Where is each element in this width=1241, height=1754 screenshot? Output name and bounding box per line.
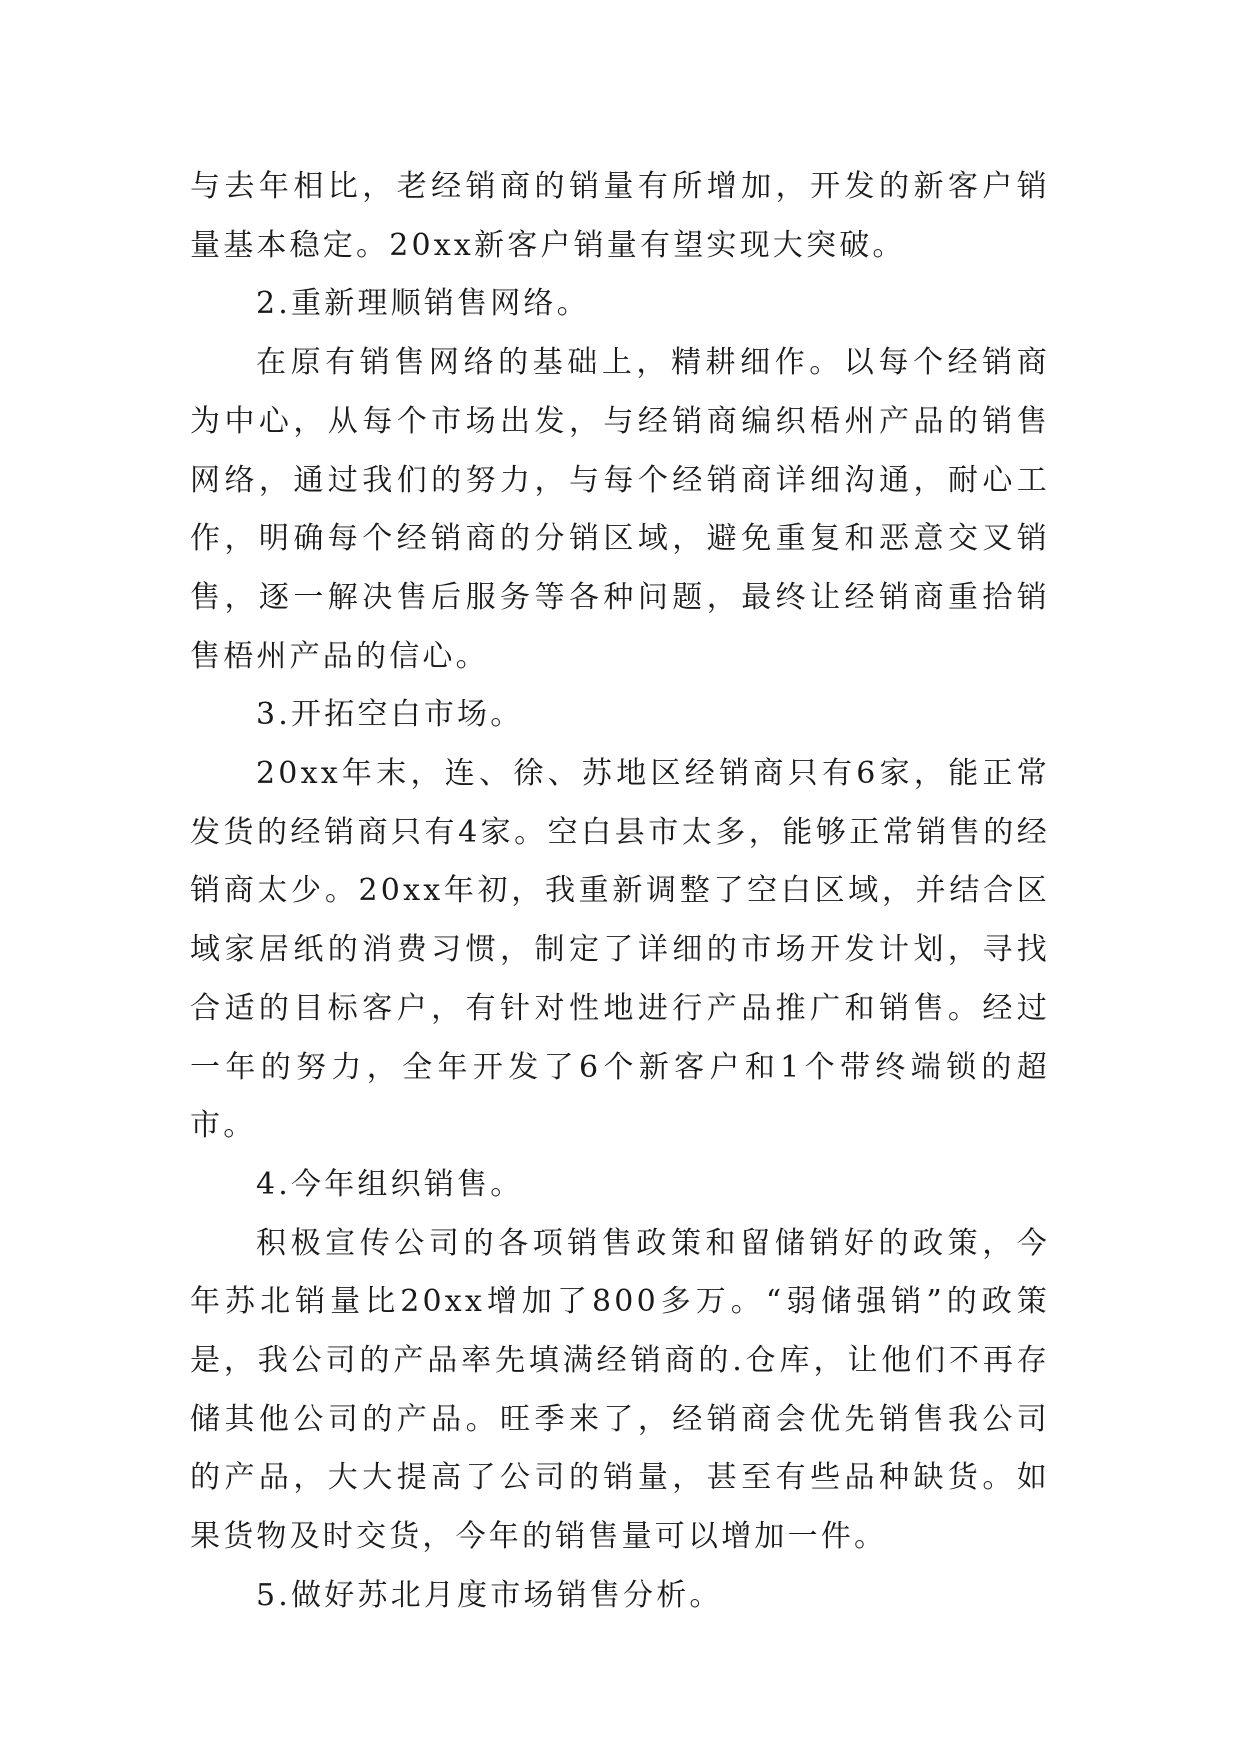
heading-blank-market: 3.开拓空白市场。 (256, 697, 524, 733)
paragraph-sales-growth: 与去年相比，老经销商的销量有所增加，开发的新客户销量基本稳定。20xx新客户销量有望实现大突破。 (190, 169, 1050, 263)
document-body (190, 158, 1050, 1626)
heading-sales-network: 2.重新理顺销售网络。 (256, 286, 590, 322)
paragraph-blank-market: 20xx年末，连、徐、苏地区经销商只有6家，能正常发货的经销商只有4家。空白县市太多，能够正常销售的经销商太少。20xx年初，我重新调整了空白区域，并结合区域家居纸的消费习惯，制定了详细的市场开发计划，寻找合适的目标客户，有针对性地进行产品推广和销售。经过一年的努力，全年开发了6个新客户和1个带终端锁的超市。 (190, 756, 1050, 1144)
heading-organize-sales: 4.今年组织销售。 (256, 1166, 524, 1202)
heading-monthly-analysis: 5.做好苏北月度市场销售分析。 (256, 1577, 723, 1613)
paragraph-sales-network: 在原有销售网络的基础上，精耕细作。以每个经销商为中心，从每个市场出发，与经销商编织梧州产品的销售网络，通过我们的努力，与每个经销商详细沟通，耐心工作，明确每个经销商的分销区域，避免重复和恶意交叉销售，逐一解决售后服务等各种问题，最终让经销商重拾销售梧州产品的信心。 (190, 345, 1050, 674)
paragraph-organize-sales: 积极宣传公司的各项销售政策和留储销好的政策，今年苏北销量比20xx增加了800多万。“弱储强销”的政策是，我公司的产品率先填满经销商的.仓库，让他们不再存储其他公司的产品。旺季来了，经销商会优先销售我公司的产品，大大提高了公司的销量，甚至有些品种缺货。如果货物及时交货，今年的销售量可以增加一件。 (190, 1225, 1050, 1555)
